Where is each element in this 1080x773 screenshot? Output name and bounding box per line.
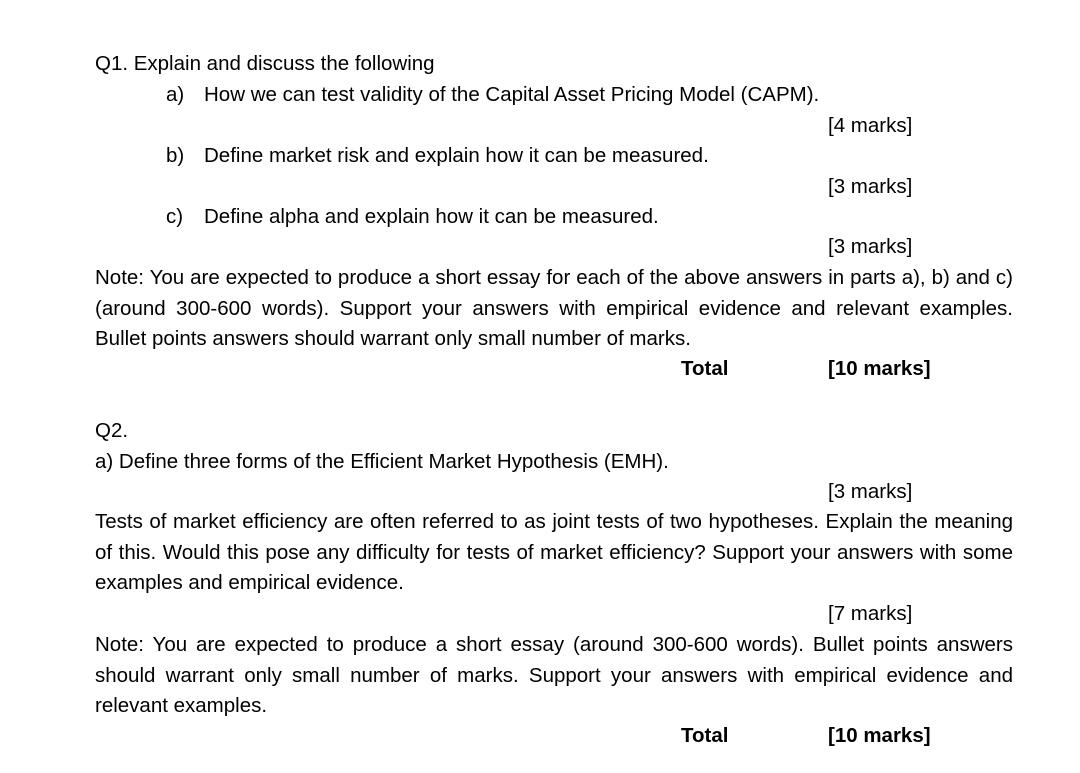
- q1-item-c-text: Define alpha and explain how it can be measured.: [204, 205, 659, 228]
- q2-part-a: a) Define three forms of the Efficient Market Hypothesis (EMH).: [95, 450, 669, 473]
- q1-item-a-letter: a): [166, 83, 185, 106]
- q1-item-b-text: Define market risk and explain how it can be measured.: [204, 144, 709, 167]
- q2-total-marks: [10 marks]: [828, 724, 931, 747]
- q2-part-b: Tests of market efficiency are often referred to as joint tests of two hypotheses. Explain the meaning of this. Would this pose any difficulty for tests of market efficiency? Support your answers with some examples and empirical evidence.: [95, 510, 1013, 594]
- q1-total-label: Total: [681, 357, 729, 380]
- q1-item-b-marks: [3 marks]: [828, 175, 913, 198]
- q2-part-a-marks: [3 marks]: [828, 480, 913, 503]
- q1-item-a-text: How we can test validity of the Capital Asset Pricing Model (CAPM).: [204, 83, 820, 106]
- q2-part-b-marks: [7 marks]: [828, 602, 913, 625]
- q2-heading: Q2.: [95, 419, 129, 442]
- q1-total-marks: [10 marks]: [828, 357, 931, 380]
- q2-note: Note: You are expected to produce a short essay (around 300-600 words). Bullet points answers should warrant only small number of marks. Support your answers with empirical evidence and relevant examples.: [95, 633, 1013, 717]
- q1-item-a-marks: [4 marks]: [828, 114, 913, 137]
- q1-item-c-marks: [3 marks]: [828, 235, 913, 258]
- q1-note: Note: You are expected to produce a short essay for each of the above answers in parts a), b) and c) (around 300-600 words). Support your answers with empirical evidence and relevant examples. Bullet points answers should warrant only small number of marks.: [95, 266, 1013, 350]
- q1-item-b-letter: b): [166, 144, 185, 167]
- q2-total-label: Total: [681, 724, 729, 747]
- q1-item-c-letter: c): [166, 205, 184, 228]
- q1-heading: Q1. Explain and discuss the following: [95, 52, 435, 75]
